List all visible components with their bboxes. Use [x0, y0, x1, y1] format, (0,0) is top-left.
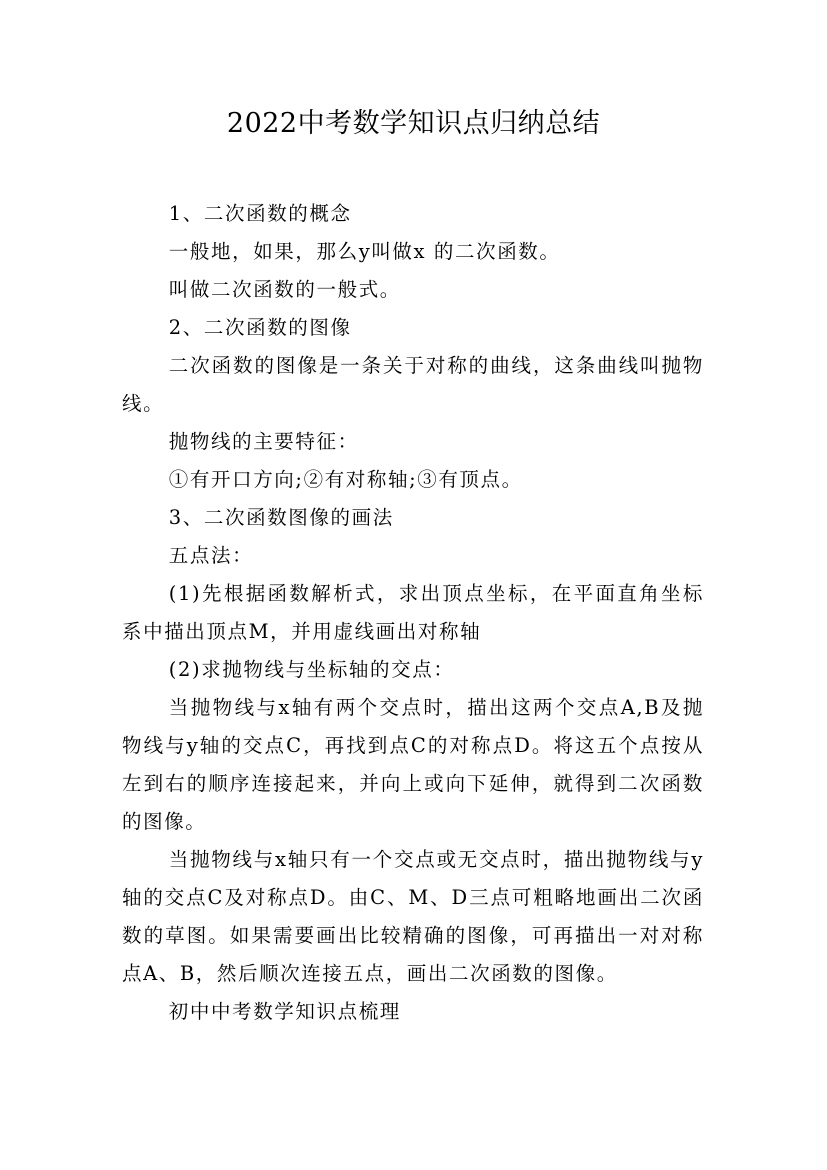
paragraph: 抛物线的主要特征： — [168, 430, 359, 453]
section-heading-graph: 2、二次函数的图像 — [168, 316, 352, 339]
paragraph: 二次函数的图像是一条关于对称的曲线，这条曲线叫抛物线。 — [122, 354, 704, 415]
paragraph: (1)先根据函数解析式，求出顶点坐标，在平面直角坐标系中描出顶点M，并用虚线画出对称轴 — [122, 582, 704, 643]
paragraph: 当抛物线与x轴有两个交点时，描出这两个交点A,B及抛物线与y轴的交点C，再找到点C的对称点D。将这五个点按从左到右的顺序连接起来，并向上或向下延伸，就得到二次函数的图像。 — [122, 696, 704, 833]
document-body — [122, 195, 704, 1031]
paragraph: 五点法： — [168, 544, 254, 567]
paragraph: (2)求抛物线与坐标轴的交点： — [168, 658, 455, 681]
paragraph: 当抛物线与x轴只有一个交点或无交点时，描出抛物线与y轴的交点C及对称点D。由C、M、D三点可粗略地画出二次函数的草图。如果需要画出比较精确的图像，可再描出一对对称点A、B，然后顺次连接五点，画出二次函数的图像。 — [122, 848, 704, 985]
paragraph: 初中中考数学知识点梳理 — [168, 1000, 401, 1023]
paragraph: ①有开口方向;②有对称轴;③有顶点。 — [168, 468, 523, 491]
paragraph: 一般地，如果，那么y叫做x 的二次函数。 — [168, 240, 561, 263]
section-heading-drawing: 3、二次函数图像的画法 — [168, 506, 394, 529]
section-heading-concept: 1、二次函数的概念 — [168, 202, 352, 225]
paragraph: 叫做二次函数的一般式。 — [168, 278, 401, 301]
document-title: 2022中考数学知识点归纳总结 — [226, 108, 601, 139]
